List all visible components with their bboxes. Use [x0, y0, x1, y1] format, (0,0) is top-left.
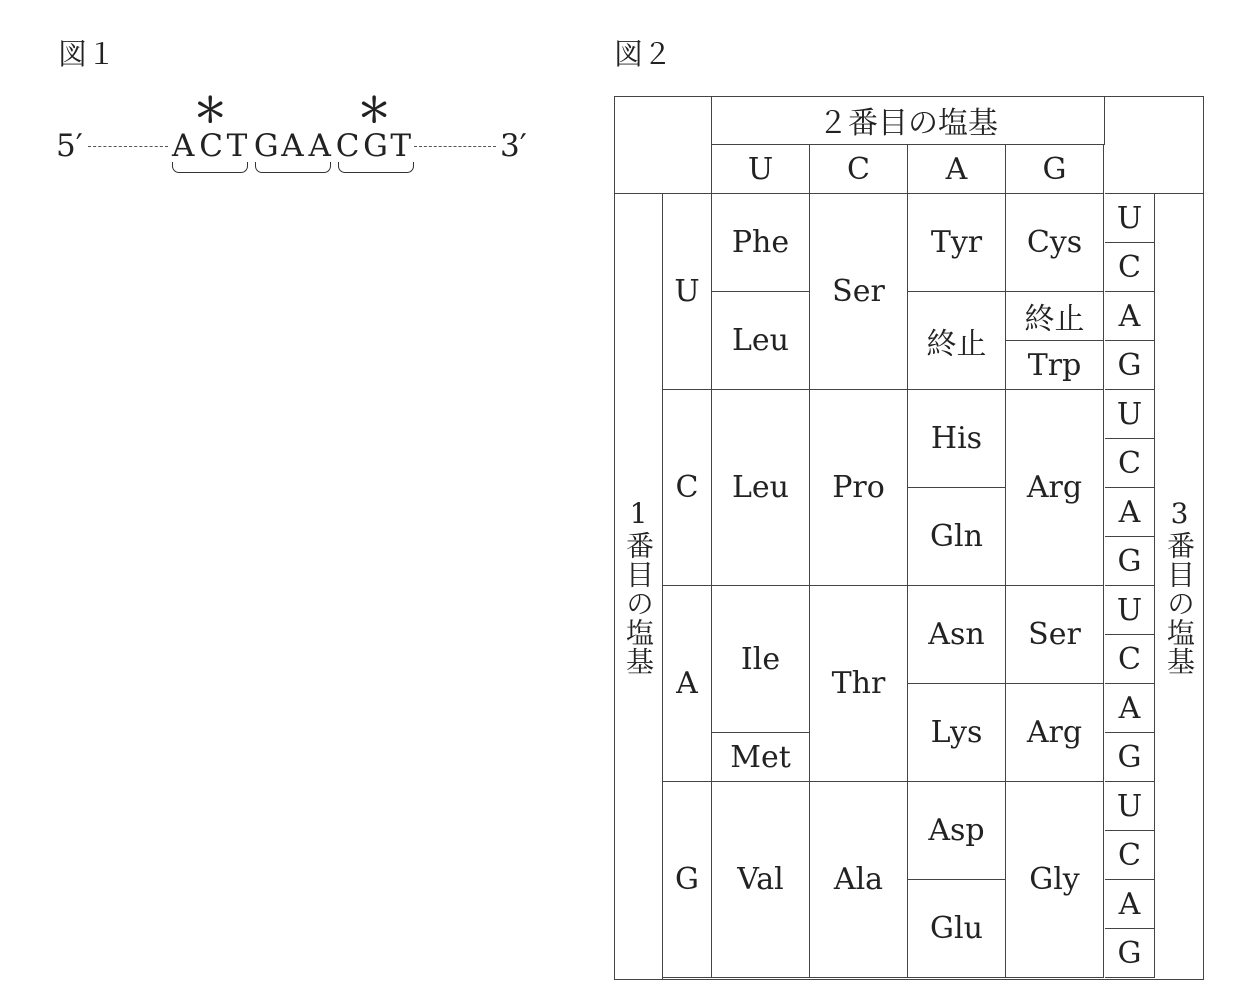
third-base-C: C: [1105, 831, 1155, 880]
codon-brace-3: [338, 162, 414, 173]
third-base-U: U: [1105, 390, 1155, 439]
amino-acid-cell: Glu: [908, 880, 1006, 978]
second-base-G: G: [1006, 145, 1104, 194]
second-base-C: C: [810, 145, 908, 194]
sequence-base: C: [199, 128, 224, 164]
amino-acid-cell: Ile: [712, 586, 810, 733]
third-base-C: C: [1105, 439, 1155, 488]
amino-acid-cell: Leu: [712, 292, 810, 390]
first-base-U: U: [663, 194, 712, 390]
third-base-U: U: [1105, 782, 1155, 831]
first-base-G: G: [663, 782, 712, 978]
third-base-G: G: [1105, 341, 1155, 390]
third-base-G: G: [1105, 537, 1155, 586]
codon-brace-1: [172, 162, 248, 173]
third-base-U: U: [1105, 586, 1155, 635]
third-base-A: A: [1105, 488, 1155, 537]
amino-acid-cell: Ser: [810, 194, 908, 390]
amino-acid-cell: Thr: [810, 586, 908, 782]
asterisk-mark: ＊: [357, 91, 392, 131]
third-base-U: U: [1105, 194, 1155, 243]
sequence-base: T: [390, 128, 412, 164]
third-base-C: C: [1105, 243, 1155, 292]
amino-acid-cell: Lys: [908, 684, 1006, 782]
sequence-base: T: [226, 128, 248, 164]
amino-acid-cell: Phe: [712, 194, 810, 292]
amino-acid-cell: Asn: [908, 586, 1006, 684]
third-base-A: A: [1105, 292, 1155, 341]
third-base-C: C: [1105, 635, 1155, 684]
amino-acid-cell: Arg: [1006, 684, 1104, 782]
third-base-G: G: [1105, 929, 1155, 978]
amino-acid-cell: Pro: [810, 390, 908, 586]
codon-brace-2: [255, 162, 331, 173]
amino-acid-cell: Gln: [908, 488, 1006, 586]
asterisk-mark: ＊: [193, 91, 228, 131]
sequence-base: A: [172, 128, 195, 164]
third-base-A: A: [1105, 880, 1155, 929]
second-base-A: A: [908, 145, 1006, 194]
amino-acid-cell: Gly: [1006, 782, 1104, 978]
amino-acid-cell: Arg: [1006, 390, 1104, 586]
amino-acid-cell: Tyr: [908, 194, 1006, 292]
amino-acid-cell: Ala: [810, 782, 908, 978]
amino-acid-cell: Cys: [1006, 194, 1104, 292]
second-base-header: ２番目の塩基: [712, 96, 1105, 145]
header-corner-left: [614, 96, 712, 194]
amino-acid-cell: Leu: [712, 390, 810, 586]
second-base-U: U: [712, 145, 810, 194]
amino-acid-cell: 終止: [1006, 292, 1104, 341]
amino-acid-cell: Val: [712, 782, 810, 978]
right-dashed-strand: [414, 146, 496, 147]
figure2-label: 図２: [614, 37, 673, 71]
five-prime-label: 5′: [56, 128, 83, 164]
amino-acid-cell: Ser: [1006, 586, 1104, 684]
third-base-A: A: [1105, 684, 1155, 733]
header-corner-right: [1105, 96, 1204, 194]
third-base-G: G: [1105, 733, 1155, 782]
first-base-C: C: [663, 390, 712, 586]
left-dashed-strand: [88, 146, 168, 147]
amino-acid-cell: Asp: [908, 782, 1006, 880]
amino-acid-cell: His: [908, 390, 1006, 488]
amino-acid-cell: Met: [712, 733, 810, 782]
figure1-label: 図１: [58, 37, 117, 71]
sequence-base: G: [253, 128, 279, 164]
sequence-base: A: [281, 128, 304, 164]
amino-acid-cell: Trp: [1006, 341, 1104, 390]
three-prime-label: 3′: [500, 128, 527, 164]
sequence-base: C: [335, 128, 360, 164]
sequence-base: G: [363, 128, 388, 164]
third-base-header: 3番目の塩基: [1155, 194, 1204, 980]
amino-acid-cell: 終止: [908, 292, 1006, 390]
first-base-A: A: [663, 586, 712, 782]
sequence-base: A: [308, 128, 331, 164]
first-base-header: 1番目の塩基: [614, 194, 663, 980]
